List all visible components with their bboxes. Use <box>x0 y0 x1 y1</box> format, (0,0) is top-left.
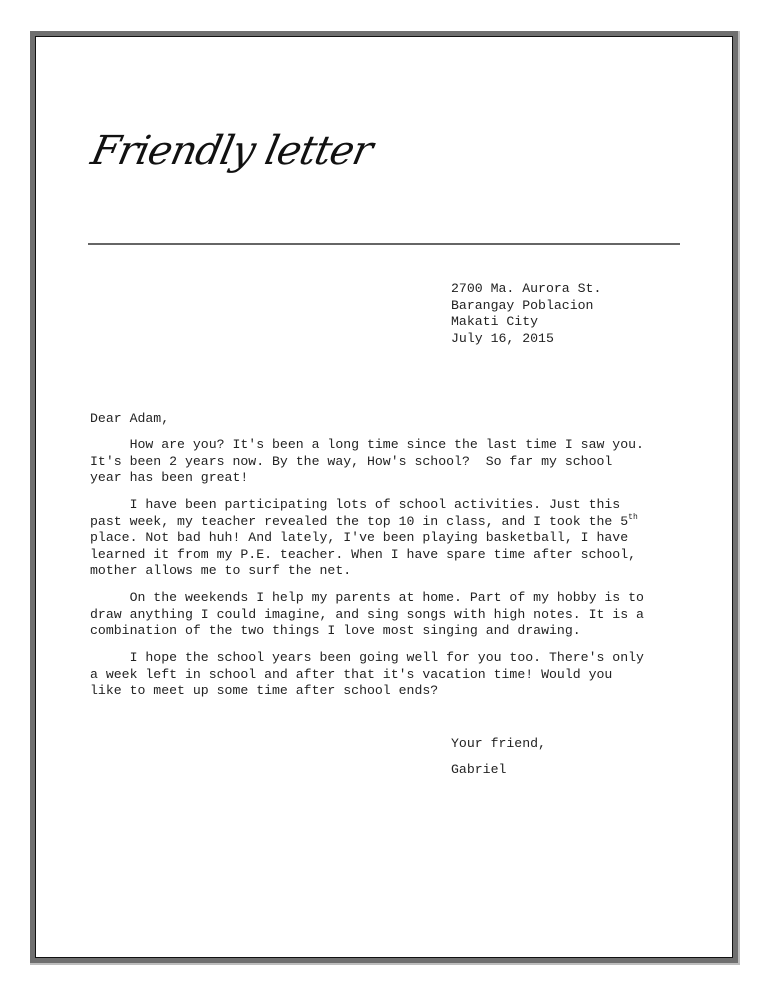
address-line-2: Barangay Poblacion <box>451 297 594 313</box>
paragraph-line <box>90 514 638 531</box>
paragraph-line: a week left in school and after that it's vacation time! Would you <box>90 666 613 682</box>
paragraph-line: On the weekends I help my parents at home. Part of my hobby is to <box>90 590 644 605</box>
paragraph-2 <box>90 497 638 580</box>
paragraph-line: like to meet up some time after school ends? <box>90 683 439 698</box>
paragraph-line: mother allows me to surf the net. <box>90 563 352 578</box>
ordinal-superscript: th <box>628 512 638 522</box>
paragraph-line: How are you? It's been a long time since the last time I saw you. <box>90 437 644 452</box>
title-divider <box>88 243 680 245</box>
paragraph-4 <box>90 650 644 700</box>
address-line-3: Makati City <box>451 314 539 329</box>
paragraph-1 <box>90 437 644 487</box>
paragraph-line: year has been great! <box>90 470 249 485</box>
document-title: Friendly letter <box>87 128 377 174</box>
letter-date: July 16, 2015 <box>451 330 554 346</box>
address-line-1: 2700 Ma. Aurora St. <box>451 281 602 296</box>
signature: Gabriel <box>451 762 507 777</box>
paragraph-line: I have been participating lots of school activities. Just this <box>90 497 621 512</box>
salutation: Dear Adam, <box>90 411 170 426</box>
paragraph-3 <box>90 590 644 640</box>
paragraph-line-text: past week, my teacher revealed the top 10 in class, and I took the 5 <box>90 513 629 529</box>
closing: Your friend, <box>451 736 546 751</box>
paragraph-line: It's been 2 years now. By the way, How's school? So far my school <box>90 453 613 469</box>
paragraph-line: draw anything I could imagine, and sing songs with high notes. It is a <box>90 606 644 622</box>
sender-address <box>451 281 601 347</box>
paragraph-line: I hope the school years been going well for you too. There's only <box>90 650 644 665</box>
paragraph-line: place. Not bad huh! And lately, I've been playing basketball, I have <box>90 530 629 545</box>
paragraph-line: combination of the two things I love most singing and drawing. <box>90 623 581 638</box>
paragraph-line: learned it from my P.E. teacher. When I have spare time after school, <box>90 546 637 562</box>
